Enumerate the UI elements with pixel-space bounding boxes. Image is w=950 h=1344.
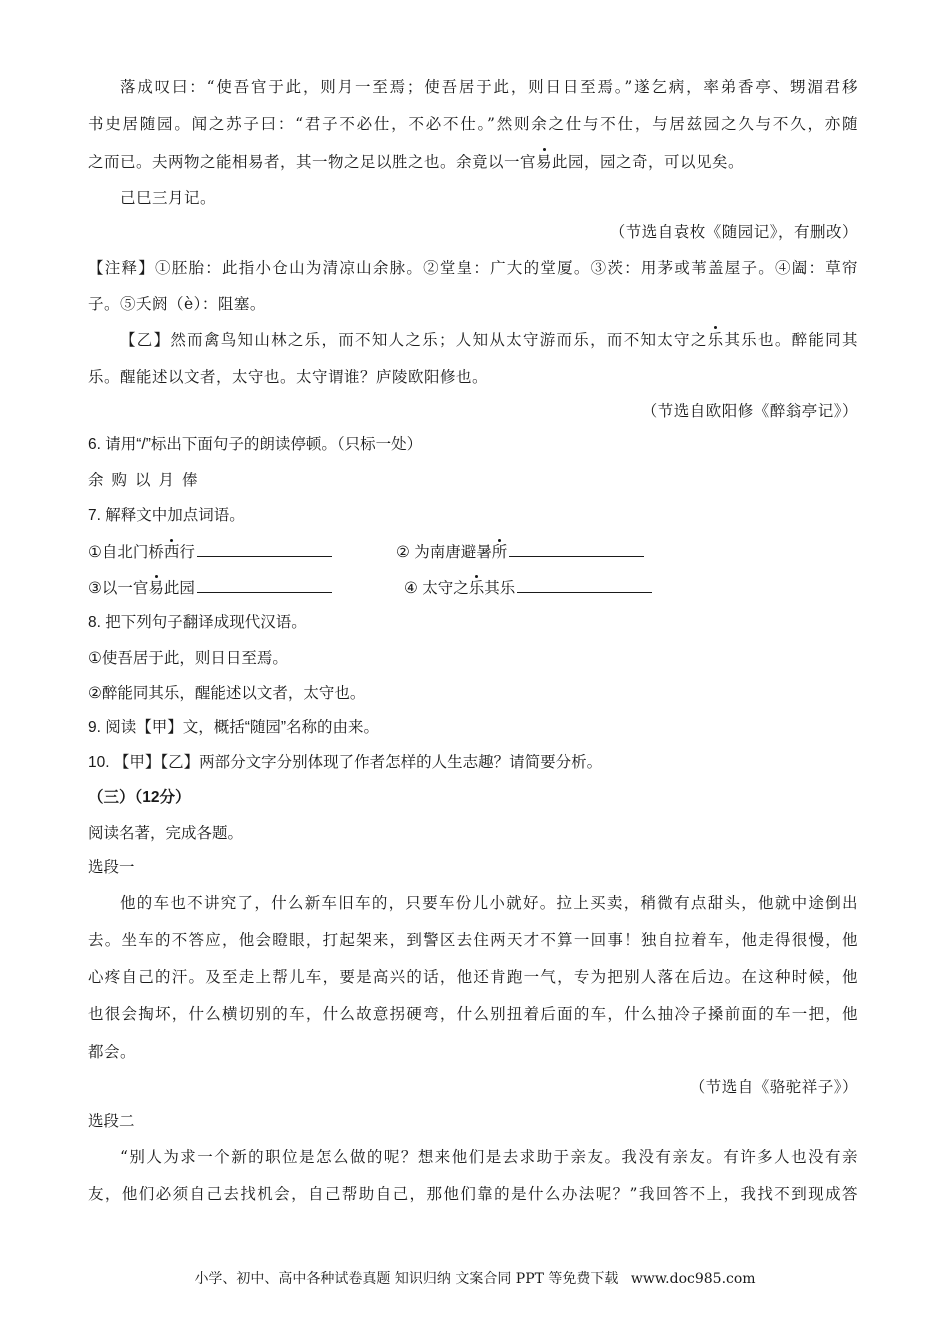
text-segment: 【乙】然而禽鸟知山林之乐，而不知人之乐；人知从太守游而乐，而不知太守之 [120,331,708,349]
emphasis-dot-word: 易 [148,578,164,600]
question-8-item-2: ②醉能同其乐，醒能述以文者，太守也。 [88,685,366,702]
text-segment: 此园，园之奇，可以见矣。 [552,153,745,171]
question-6-sentence: 余购以月俸 [88,471,206,489]
footer-text: 小学、初中、高中各种试卷真题 知识归纳 文案合同 PPT 等免费下载 [194,1271,619,1287]
excerpt-1-line: 他的车也不讲究了，什么新车旧车的，只要车份儿小就好。拉上买卖，稍微有点甜头，他就中途倒出 [120,894,858,912]
text-segment: ①自北门桥 [88,544,164,561]
text-segment: ④ 太守之 [404,580,469,597]
question-10: 10. 【甲】【乙】两部分文字分别体现了作者怎样的人生志趣？请简要分析。 [88,754,603,771]
question-9: 9. 阅读【甲】文，概括“随园”名称的由来。 [88,719,380,736]
excerpt-2-line: 友，他们必须自己去找机会，自己帮助自己，那他们靠的是什么办法呢？”我回答不上，我找不到现成答 [88,1185,858,1203]
passage-jia-line-4: 己巳三月记。 [120,189,217,207]
emphasis-dot-word: 乐 [469,578,485,600]
footer-url[interactable]: www.doc985.com [630,1271,756,1287]
answer-blank[interactable] [197,576,332,593]
text-segment: 行 [179,544,195,561]
emphasis-dot-word: 所 [492,542,508,564]
passage-yi-line-2: 乐。醒能述以文者，太守也。太守谓谁？庐陵欧阳修也。 [88,368,489,386]
passage-yi-source: （节选自欧阳修《醉翁亭记》） [641,402,858,420]
emphasis-dot-word: 西 [164,542,180,564]
page-footer [0,1268,950,1288]
excerpt-1-line: 心疼自己的汗。及至走上帮儿车，要是高兴的话，他还肯跑一气，专为把别人落在后边。在这种时候，他 [88,968,858,986]
question-8-item-1: ①使吾居于此，则日日至焉。 [88,650,288,667]
section-3-intro: 阅读名著，完成各题。 [88,825,244,842]
text-segment: 此园 [163,580,195,597]
notes-line-1: 【注释】①胚胎：此指小仓山为清凉山余脉。②堂皇：广大的堂厦。③茨：用茅或苇盖屋子。④阖：草帘 [88,259,858,277]
excerpt-1-line: 也很会掏坏，什么横切别的车，什么故意拐硬弯，什么别扭着后面的车，什么抽冷子搡前面的车一把，他 [88,1005,858,1023]
q7-item-2 [396,540,644,564]
notes-line-2: 子。⑤夭阏（è）：阻塞。 [88,295,266,313]
answer-blank[interactable] [509,540,644,557]
answer-blank[interactable] [517,576,652,593]
passage-jia-line-1: 落成叹曰：“使吾官于此，则月一至焉；使吾居于此，则日日至焉。”遂乞病，率弟香亭、甥湄君移 [120,78,858,96]
q7-item-1 [88,544,332,561]
passage-jia-source: （节选自袁枚《随园记》，有删改） [609,223,858,241]
question-7: 7. 解释文中加点词语。 [88,507,245,524]
text-segment: ③以一官 [88,580,149,597]
q7-item-4 [404,576,652,600]
question-7-row-1 [88,540,858,564]
passage-jia-line-3 [88,151,858,173]
excerpt-2-line: “别人为求一个新的职位是怎么做的呢？想来他们是去求助于亲友。我没有亲友。有许多人也没有亲 [120,1148,858,1166]
question-6: 6. 请用“/”标出下面句子的朗读停顿。（只标一处） [88,436,423,453]
passage-yi-line-1 [120,329,858,351]
excerpt-1-line: 都会。 [88,1043,137,1061]
text-segment: 其乐 [484,580,516,597]
text-segment: 之而已。夫两物之能相易者，其一物之足以胜之也。余竟以一官 [88,153,537,171]
answer-blank[interactable] [197,540,332,557]
excerpt-1-source: （节选自《骆驼祥子》） [689,1078,858,1096]
section-3-title: （三）（12分） [88,789,191,806]
passage-jia-line-2: 书史居随园。闻之苏子曰：“君子不必仕，不必不仕。”然则余之仕与不仕，与居兹园之久与不久，亦随 [88,115,858,133]
text-segment: 其乐也。醉能同其 [723,331,858,349]
excerpt-1-label: 选段一 [88,859,135,876]
excerpt-2-label: 选段二 [88,1113,135,1130]
excerpt-1-line: 去。坐车的不答应，他会瞪眼，打起架来，到警区去住两天才不算一回事！独自拉着车，他走得很慢，他 [88,931,858,949]
question-7-row-2 [88,576,858,600]
text-segment: ② 为南唐避暑 [396,544,492,561]
emphasis-dot-word: 易 [536,153,553,171]
q7-item-3 [88,580,332,597]
emphasis-dot-word: 乐 [707,331,724,349]
question-8: 8. 把下列句子翻译成现代汉语。 [88,614,307,631]
